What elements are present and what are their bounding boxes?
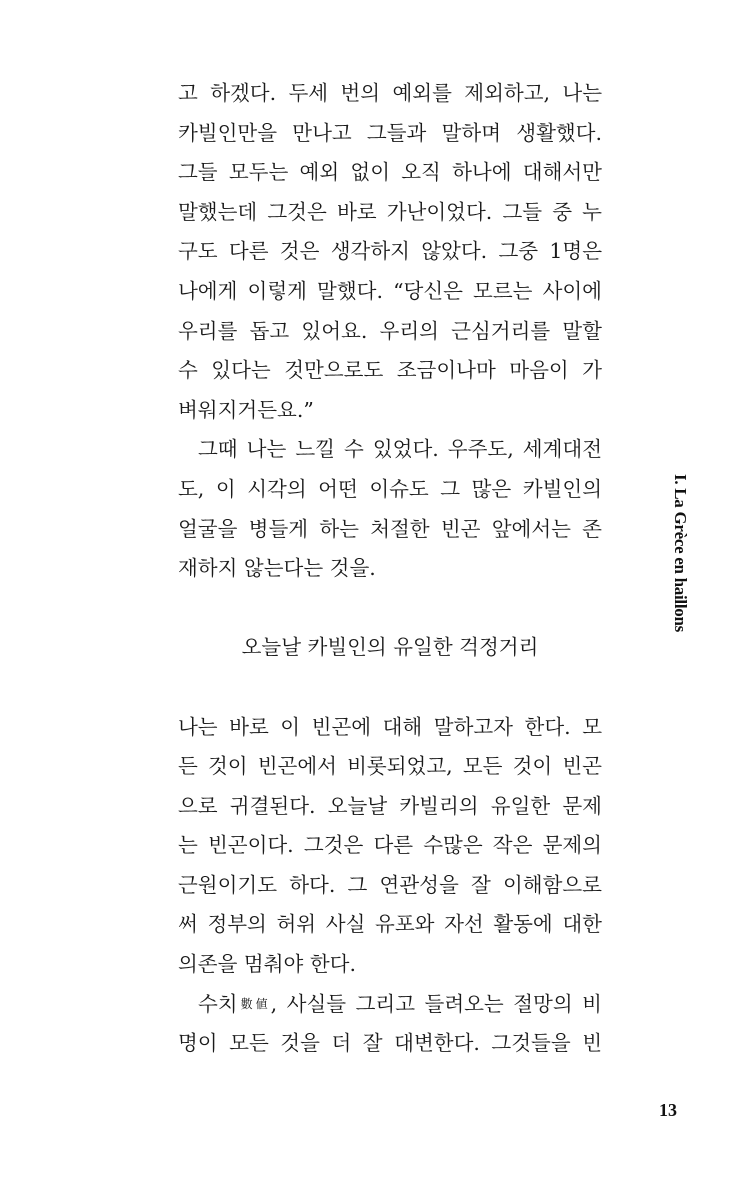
chapter-title: I. La Grèce en haillons: [671, 474, 690, 632]
text-line: 의존을 멈춰야 한다.: [178, 952, 356, 977]
spacer: [178, 668, 602, 708]
text-line: 그때 나는 느낄 수 있었다. 우주도, 세계대전: [198, 437, 602, 462]
section-subheading: 오늘날 카빌인의 유일한 걱정거리: [241, 635, 539, 660]
running-head: [668, 468, 692, 638]
text-line: 카빌인만을 만나고 그들과 말하며 생활했다.: [178, 120, 602, 145]
text-line: 재하지 않는다는 것을.: [178, 556, 376, 581]
text-line: 벼워지거든요.”: [178, 397, 314, 422]
paragraph-3: [178, 708, 602, 985]
text-line: 든 것이 빈곤에서 비롯되었고, 모든 것이 빈곤: [178, 754, 602, 779]
text-line: 그들 모두는 예외 없이 오직 하나에 대해서만: [178, 160, 602, 185]
text-line: 수 있다는 것만으로도 조금이나마 마음이 가: [178, 358, 602, 383]
paragraph-1: [178, 74, 602, 430]
text-line: 도, 이 시각의 어떤 이슈도 그 많은 카빌인의: [178, 476, 602, 501]
text-line: 구도 다른 것은 생각하지 않았다. 그중 1명은: [178, 239, 602, 264]
spacer: [178, 589, 602, 629]
text-line: 는 빈곤이다. 그것은 다른 수많은 작은 문제의: [178, 833, 602, 858]
text-line: 말했는데 그것은 바로 가난이었다. 그들 중 누: [178, 199, 602, 224]
text-line: 써 정부의 허위 사실 유포와 자선 활동에 대한: [178, 912, 602, 937]
text-line: 나에게 이렇게 말했다. “당신은 모르는 사이에: [178, 278, 602, 303]
hanja-annotation: 數値: [237, 996, 271, 1011]
page-body: [178, 74, 602, 1064]
paragraph-2: [178, 430, 602, 588]
text-line: 으로 귀결된다. 오늘날 카빌리의 유일한 문제: [178, 793, 602, 818]
text-line: 우리를 돕고 있어요. 우리의 근심거리를 말할: [178, 318, 602, 343]
text-line: 근원이기도 하다. 그 연관성을 잘 이해함으로: [178, 872, 602, 897]
text-line: [178, 985, 602, 1025]
text-line: 나는 바로 이 빈곤에 대해 말하고자 한다. 모: [178, 714, 602, 739]
text-line: 고 하겠다. 두세 번의 예외를 제외하고, 나는: [178, 81, 602, 105]
text-line: 명이 모든 것을 더 잘 대변한다. 그것들을 빈: [178, 1031, 602, 1056]
text-fragment: , 사실들 그리고 들려오는 절망의 비: [270, 991, 602, 1016]
text-line: 얼굴을 병들게 하는 처절한 빈곤 앞에서는 존: [178, 516, 602, 541]
paragraph-4: [178, 985, 602, 1064]
page-number: 13: [659, 1100, 677, 1120]
word: 수치: [198, 991, 238, 1016]
